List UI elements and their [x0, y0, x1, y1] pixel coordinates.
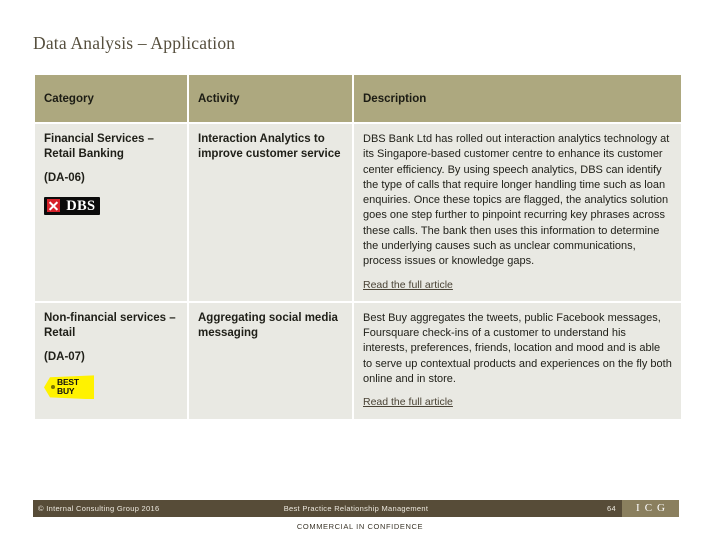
application-table — [33, 73, 683, 421]
icg-letter-i: I — [636, 502, 640, 514]
icg-letter-c: C — [644, 502, 653, 514]
cell-category — [35, 124, 187, 301]
read-full-article-link[interactable]: Read the full article — [363, 396, 453, 409]
category-code: (DA-07) — [44, 351, 85, 364]
bestbuy-wordmark-line2: BUY — [57, 386, 75, 397]
footer-deck-title: Best Practice Relationship Management — [283, 504, 429, 513]
logo-slot — [44, 375, 178, 397]
table-header-row — [35, 75, 681, 122]
footer-bar — [33, 500, 679, 517]
cell-activity: Aggregating social media messaging — [189, 303, 352, 419]
column-header-activity: Activity — [189, 75, 352, 122]
cell-description — [354, 124, 681, 301]
bestbuy-logo — [44, 375, 94, 399]
cell-description — [354, 303, 681, 419]
icg-letter-g: G — [657, 502, 665, 514]
description-text: DBS Bank Ltd has rolled out interaction analytics technology at its Singapore-based customer centre to enhance its customer center efficiency. By using speech analytics, DBS can identify the type of calls that require longer handling time such as loan enquiries. Once these topics are flagged, the analytics solution goes one step further to pinpoint recurring key phrases across these calls. The bank then uses this information to determine the underlying causes such as unclear communications, process issues or knowledge gaps. — [363, 133, 670, 268]
bestbuy-wordmark-line1: BEST — [57, 377, 79, 388]
dbs-logo — [44, 197, 100, 215]
logo-slot — [44, 197, 178, 219]
confidentiality-notice: COMMERCIAL IN CONFIDENCE — [296, 522, 424, 531]
description-text: Best Buy aggregates the tweets, public Facebook messages, Foursquare check-ins of a customer to understand his interests, preferences, friends, location and mood and is able to serve up contextual products and experiences on the fly both online and in store. — [363, 311, 672, 385]
column-header-category: Category — [35, 75, 187, 122]
page-title: Data Analysis – Application — [33, 33, 236, 53]
column-header-description: Description — [354, 75, 681, 122]
category-main-text: Non-financial services – Retail — [44, 311, 176, 339]
category-main-text: Financial Services – Retail Banking — [44, 133, 154, 161]
dbs-x-mark-icon — [47, 199, 60, 212]
read-full-article-link[interactable]: Read the full article — [363, 278, 453, 291]
table-row — [35, 124, 681, 301]
footer-page-number: 64 — [607, 504, 616, 513]
dbs-wordmark: DBS — [66, 197, 96, 214]
table-row — [35, 303, 681, 419]
category-code: (DA-06) — [44, 172, 85, 185]
icg-logo — [622, 500, 679, 517]
cell-category — [35, 303, 187, 419]
footer-copyright: © Internal Consulting Group 2016 — [38, 504, 160, 513]
bestbuy-wordmark — [57, 378, 79, 396]
cell-activity: Interaction Analytics to improve customer service — [189, 124, 352, 301]
